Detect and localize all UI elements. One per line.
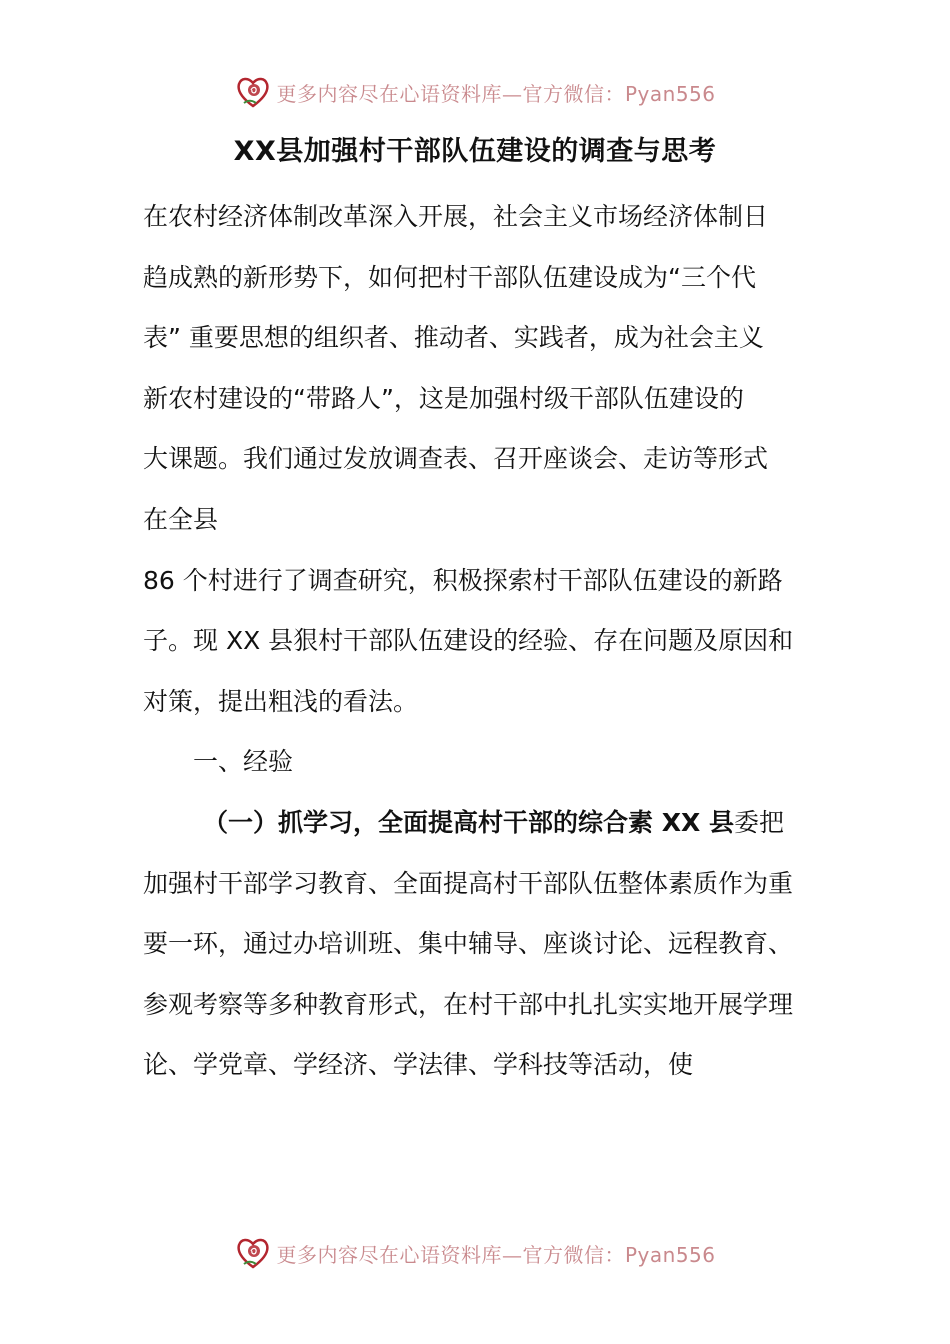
document-title: XX县加强村干部队伍建设的调查与思考 (233, 136, 717, 167)
paragraph-line: 在农村经济体制改革深入开展，社会主义市场经济体制日 (143, 202, 769, 231)
footer-watermark-banner (0, 1233, 950, 1273)
header-watermark-banner (0, 72, 950, 112)
paragraph-line: 86 个村进行了调查研究，积极探索村干部队伍建设的新路 (143, 565, 783, 595)
paragraph-line: 在全县 (143, 504, 219, 534)
subsection-bold-text: （一）抓学习，全面提高村干部的综合素 XX 县 (203, 807, 734, 837)
watermark-text: 更多内容尽在心语资料库—官方微信：Pyan556 (276, 81, 716, 106)
watermark-text: 更多内容尽在心语资料库—官方微信：Pyan556 (276, 1242, 716, 1267)
paragraph-line: 趋成熟的新形势下，如何把村干部队伍建设成为“三个代 (143, 262, 756, 292)
paragraph-line: 大课题。我们通过发放调查表、召开座谈会、走访等形式 (143, 444, 769, 474)
heart-rose-logo-icon (234, 1234, 272, 1272)
subsection-heading (143, 801, 823, 862)
section-heading: 一、经验 (193, 747, 294, 777)
paragraph-line: 表” 重要思想的组织者、推动者、实践者，成为社会主义 (143, 323, 764, 353)
paragraph-line: 参观考察等多种教育形式，在村干部中扎扎实实地开展学理 (143, 989, 794, 1019)
paragraph-line: 新农村建设的“带路人”，这是加强村级干部队伍建设的 (143, 383, 744, 413)
paragraph-line: 要一环，通过办培训班、集中辅导、座谈讨论、远程教育、 (143, 929, 794, 959)
heart-rose-logo-icon (234, 73, 272, 111)
paragraph-line: 论、学党章、学经济、学法律、学科技等活动，使 (143, 1050, 694, 1080)
subsection-rest-text: 委把 (733, 807, 784, 837)
paragraph-line: 加强村干部学习教育、全面提高村干部队伍整体素质作为重 (143, 868, 794, 898)
document-body (143, 195, 823, 1104)
paragraph-line: 对策，提出粗浅的看法。 (143, 686, 419, 716)
paragraph-line: 子。现 XX 县狠村干部队伍建设的经验、存在问题及原因和 (143, 626, 794, 656)
